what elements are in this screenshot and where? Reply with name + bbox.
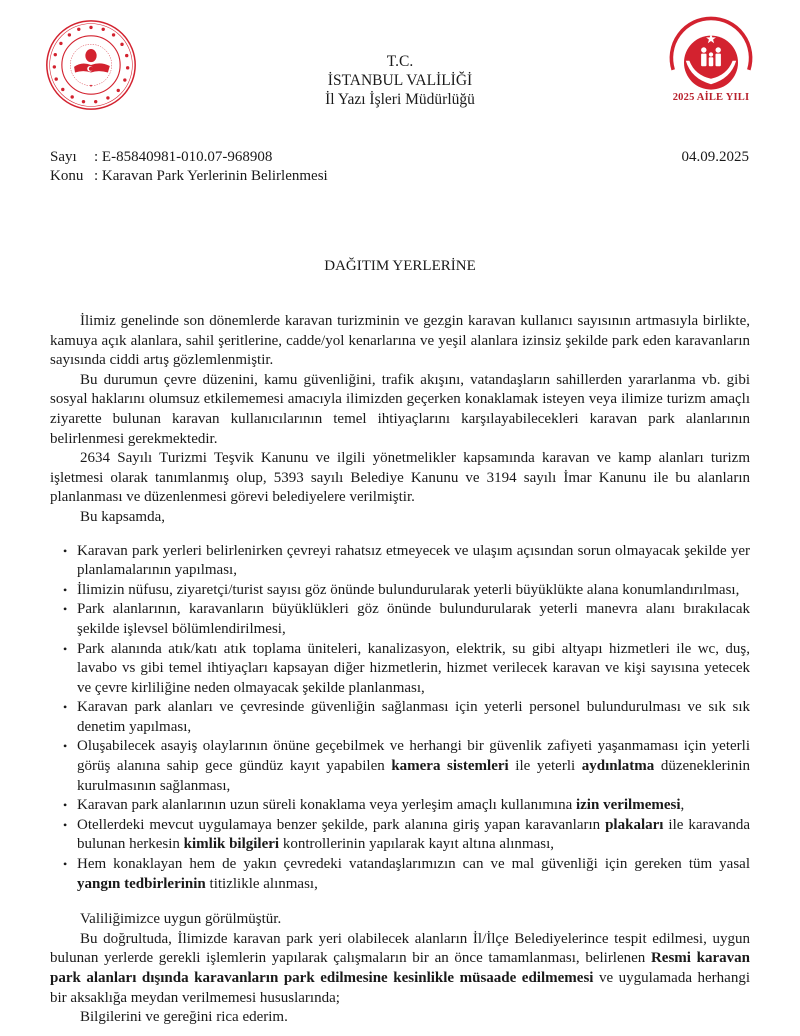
emphasis: aydınlatma [581, 758, 655, 775]
list-item: • Karavan park alanlarının uzun süreli konaklama veya yerleşim amaçlı kullanımına izin verilmemesi, [77, 796, 750, 816]
sayi-label: Sayı [50, 149, 77, 165]
list-item: • Park alanlarının, karavanların büyüklükleri göz önünde bulundurularak yeterli manevra alanı bırakılacak şekilde işlevsel bölümlendirilmesi, [63, 601, 750, 637]
approval-paragraph: Valiliğimizce uygun görülmüştür. [80, 911, 282, 928]
list-item: • İlimizin nüfusu, ziyaretçi/turist sayısı göz önünde bulundurularak yeterli büyüklükte alana konumlandırılması, [77, 581, 750, 601]
header-tc: T.C. [386, 53, 414, 70]
sayi-value: : E-85840981-010.07-968908 [94, 149, 273, 165]
bullet-icon: • [63, 798, 68, 813]
paragraph: 2634 Sayılı Turizmi Teşvik Kanunu ve ilgili yönetmelikler kapsamında karavan ve kamp alanları turizm işletmesi olarak tanımlanmış olup, 5393 sayılı Belediye Kanunu ve 3194 sayılı İmar Kanunu ile bu alanların planlanması ve düzenlenmesi görevi belediyelere verilmiştir. [50, 450, 750, 506]
aile-yili-logo-text: 2025 AİLE YILI [672, 92, 750, 103]
bullet-icon: • [63, 857, 68, 872]
bullet-icon: • [63, 602, 68, 617]
header-valilik: İSTANBUL VALİLİĞİ [327, 72, 473, 89]
document-date: 04.09.2025 [681, 149, 749, 165]
bullet-icon: • [63, 739, 68, 754]
list-item: • Hem konaklayan hem de yakın çevredeki vatandaşlarımızın can ve mal güvenliği için gereken tüm yasal yangın tedbirlerinin titizlikle alınması, [63, 856, 750, 892]
bullet-icon: • [63, 817, 68, 832]
emphasis: izin verilmemesi [575, 797, 681, 814]
bullet-icon: • [63, 582, 68, 597]
list-item: • Karavan park yerleri belirlenirken çevreyi rahatsız etmeyecek ve ulaşım açısından sorun olmayacak şekilde yer planlamalarının yapılması, [63, 542, 750, 579]
paragraph: İlimiz genelinde son dönemlerde karavan turizminin ve gezgin karavan kullanıcı sayısının artmasıyla birlikte, kamuya açık alanlara, sahil şeritlerine, cadde/yol kenarlarına ve yeşil alanlara izinsiz şekilde park eden karavanların sayısında ciddi artış gözlemlenmiştir. [50, 313, 750, 369]
list-item: • Karavan park alanları ve çevresinde güvenliğin sağlanması için yeterli personel bulundurulması ve sık sık denetim yapılması, [63, 699, 750, 735]
emphasis: Resmi karavan park alanları dışında karavanların park edilmesine kesinlikle müsaade edilmemesi [50, 950, 750, 986]
bullet-icon: • [63, 641, 68, 656]
emphasis: yangın tedbirlerinin [77, 875, 206, 892]
list-item: • Otellerdeki mevcut uygulamaya benzer şekilde, park alanına giriş yapan karavanların plakaları ile karavanda bulunan herkesin kimlik bilgileri kontrollerinin yapılarak kayıt altına alınması, [63, 816, 750, 853]
paragraph: Bu kapsamda, [80, 508, 165, 525]
request-paragraph: Bilgilerini ve gereğini rica ederim. [80, 1009, 288, 1026]
bullet-icon: • [63, 543, 68, 558]
emphasis: kimlik bilgileri [183, 836, 280, 853]
bullet-icon: • [63, 700, 68, 715]
emphasis: plakaları [605, 816, 664, 833]
konu-label: Konu [50, 168, 84, 184]
directive-paragraph: Bu doğrultuda, İlimizde karavan park yeri olabilecek alanların İl/İlçe Belediyelerince tespit edilmesi, uygun bulunan yerlerde gerekli işlemlerin yapılarak çalışmaların bir an önce tamamlanması, belirlenen Resmi karavan park alanları dışında karavanların park edilmesine kesinlikle müsaade edilmemesi ve uygulamada herhangi bir aksaklığa meydan verilmemesi hususlarında; [50, 930, 750, 1006]
document-meta [50, 148, 328, 186]
list-item: • Park alanında atık/katı atık toplama üniteleri, kanalizasyon, elektrik, su gibi altyapı hizmetleri ile wc, duş, lavabo vs gibi temel ihtiyaçları kapsayan diğer hizmetlerin, hizmet verilecek karavan ve kişi sayısına yetecek ve çevre kirliliğine neden olmayacak şekilde planlanması, [63, 640, 750, 696]
paragraph: Bu durumun çevre düzenini, kamu güvenliğini, trafik akışını, vatandaşların sahillerden yararlanma vb. gibi sosyal haklarını olumsuz etkilememesi amacıyla ilimizden geçerken konaklamak isteyen veya ilimize turizm amaçlı ziyarette bulunan karavan kullanıcılarının temel ihtiyaçlarını karşılayabilecekleri karavan park alanlarının belirlenmesi gerekmektedir. [50, 371, 750, 447]
requirements-list [50, 542, 750, 895]
aile-yili-logo-icon [666, 14, 756, 104]
header-mudurluk: İl Yazı İşleri Müdürlüğü [325, 91, 475, 108]
list-item: • Oluşabilecek asayiş olaylarının önüne geçebilmek ve herhangi bir güvenlik zafiyeti yaşanmaması için yeterli görüş alanına sahip gece gündüz kayıt yapabilen kamera sistemleri ile yeterli aydınlatma düzeneklerinin kurulmasının sağlanması, [63, 738, 750, 794]
konu-value: : Karavan Park Yerlerinin Belirlenmesi [94, 168, 328, 184]
emphasis: kamera sistemleri [391, 758, 509, 775]
distribution-heading: DAĞITIM YERLERİNE [324, 258, 476, 274]
document-body [50, 312, 750, 1028]
